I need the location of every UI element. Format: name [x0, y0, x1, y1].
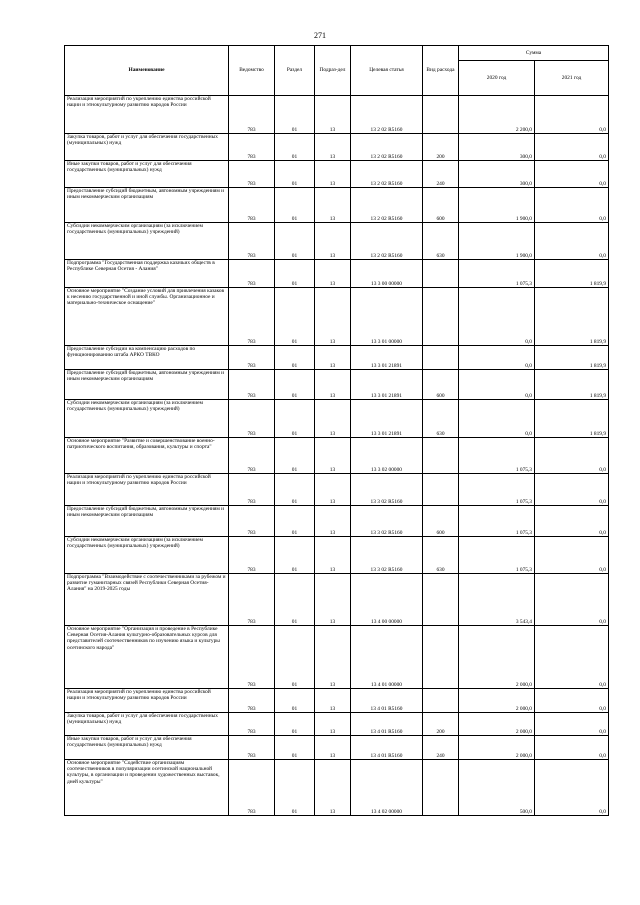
row-podrazdel: 13	[315, 506, 351, 537]
row-name: Субсидии некоммерческим организациям (за исключением государственных (муниципальных) учреждений)	[65, 400, 229, 438]
header-podrazdel: Подраз-дел	[315, 46, 351, 96]
row-expense-type	[423, 260, 459, 288]
row-name: Закупка товаров, работ и услуг для обеспечения государственных (муниципальных) нужд	[65, 134, 229, 161]
row-name: Субсидии некоммерческим организациям (за исключением государственных (муниципальных) учреждений)	[65, 223, 229, 260]
table-row	[65, 134, 609, 161]
row-target-article: 13 4 01 R5160	[351, 713, 423, 736]
row-name: Основное мероприятие "Создание условий для привлечения казаков к несению государственной и иной службы. Организационное и материально-техническое оснащение"	[65, 288, 229, 346]
row-name: Реализация мероприятий по укреплению единства российской нации и этнокультурному развитию народов России	[65, 689, 229, 713]
row-name: Основное мероприятие "Содействие организациям соотечественников в популяризации осетинской национальной культуры, в организации и проведении художественных выставок, дней культуры"	[65, 760, 229, 816]
row-vedomstvo: 783	[229, 223, 275, 260]
row-name: Закупка товаров, работ и услуг для обеспечения государственных (муниципальных) нужд	[65, 713, 229, 736]
row-sum-2020: 500,0	[459, 760, 535, 816]
row-sum-2020: 2 000,0	[459, 713, 535, 736]
table-row	[65, 223, 609, 260]
row-name: Основное мероприятие "Развитие и совершенствование военно-патриотического воспитания, образования, культуры и спорта"	[65, 438, 229, 474]
row-sum-2021: 1 819,9	[535, 288, 609, 346]
table-row	[65, 260, 609, 288]
row-expense-type: 240	[423, 736, 459, 760]
row-sum-2021: 0,0	[535, 736, 609, 760]
row-target-article: 13 3 01 21891	[351, 370, 423, 400]
row-target-article: 13 2 02 R5160	[351, 188, 423, 223]
row-sum-2021: 1 819,9	[535, 346, 609, 370]
row-vedomstvo: 783	[229, 346, 275, 370]
row-vedomstvo: 783	[229, 689, 275, 713]
row-target-article: 13 3 01 21891	[351, 346, 423, 370]
row-sum-2020: 300,0	[459, 134, 535, 161]
row-expense-type: 600	[423, 370, 459, 400]
row-vedomstvo: 783	[229, 713, 275, 736]
table-row	[65, 288, 609, 346]
row-name: Реализация мероприятий по укреплению единства российской нации и этнокультурному развитию народов России	[65, 96, 229, 134]
row-vedomstvo: 783	[229, 370, 275, 400]
row-target-article: 13 3 01 00000	[351, 288, 423, 346]
row-expense-type	[423, 474, 459, 506]
row-sum-2021: 0,0	[535, 626, 609, 689]
row-sum-2020: 2 000,0	[459, 689, 535, 713]
row-sum-2021: 0,0	[535, 188, 609, 223]
row-target-article: 13 4 00 00000	[351, 574, 423, 626]
row-sum-2020: 1 075,3	[459, 537, 535, 574]
row-vedomstvo: 783	[229, 626, 275, 689]
row-sum-2020: 1 075,3	[459, 506, 535, 537]
row-podrazdel: 13	[315, 96, 351, 134]
table-row	[65, 400, 609, 438]
row-razdel: 01	[275, 346, 315, 370]
table-row	[65, 713, 609, 736]
row-vedomstvo: 783	[229, 161, 275, 188]
row-name: Подпрограмма "Государственная поддержка казачьих обществ в Республике Северная Осетия - Алания"	[65, 260, 229, 288]
row-sum-2020: 300,0	[459, 161, 535, 188]
row-expense-type	[423, 760, 459, 816]
table-body	[65, 96, 609, 816]
row-target-article: 13 4 01 R5160	[351, 736, 423, 760]
row-sum-2020: 1 075,3	[459, 438, 535, 474]
row-expense-type	[423, 626, 459, 689]
row-razdel: 01	[275, 474, 315, 506]
row-sum-2021: 0,0	[535, 506, 609, 537]
row-target-article: 13 4 01 R5160	[351, 689, 423, 713]
row-vedomstvo: 783	[229, 400, 275, 438]
row-expense-type	[423, 574, 459, 626]
row-sum-2020: 2 200,0	[459, 96, 535, 134]
row-razdel: 01	[275, 370, 315, 400]
header-year-2021: 2021 год	[535, 61, 609, 96]
row-vedomstvo: 783	[229, 574, 275, 626]
table-row	[65, 689, 609, 713]
row-expense-type: 600	[423, 188, 459, 223]
row-vedomstvo: 783	[229, 288, 275, 346]
row-target-article: 13 4 02 00000	[351, 760, 423, 816]
row-vedomstvo: 783	[229, 506, 275, 537]
row-sum-2020: 0,0	[459, 288, 535, 346]
row-sum-2021: 1 819,9	[535, 260, 609, 288]
row-target-article: 13 3 00 00000	[351, 260, 423, 288]
row-expense-type: 200	[423, 713, 459, 736]
table-row	[65, 574, 609, 626]
row-target-article: 13 3 02 R5160	[351, 506, 423, 537]
row-sum-2020: 1 075,3	[459, 474, 535, 506]
table-row	[65, 626, 609, 689]
row-name: Предоставление субсидий бюджетным, автономным учреждениям и иным некоммерческим организациям	[65, 506, 229, 537]
row-name: Субсидии некоммерческим организациям (за исключением государственных (муниципальных) учреждений)	[65, 537, 229, 574]
row-podrazdel: 13	[315, 188, 351, 223]
row-target-article: 13 2 02 R5160	[351, 161, 423, 188]
row-razdel: 01	[275, 736, 315, 760]
row-expense-type	[423, 96, 459, 134]
row-expense-type: 630	[423, 400, 459, 438]
row-podrazdel: 13	[315, 260, 351, 288]
row-vedomstvo: 783	[229, 760, 275, 816]
row-name: Иные закупки товаров, работ и услуг для обеспечения государственных (муниципальных) нужд	[65, 736, 229, 760]
row-razdel: 01	[275, 689, 315, 713]
row-razdel: 01	[275, 161, 315, 188]
row-sum-2021: 0,0	[535, 474, 609, 506]
row-expense-type: 600	[423, 506, 459, 537]
table-row	[65, 736, 609, 760]
row-podrazdel: 13	[315, 760, 351, 816]
row-sum-2021: 0,0	[535, 689, 609, 713]
row-sum-2021: 0,0	[535, 223, 609, 260]
row-sum-2020: 0,0	[459, 346, 535, 370]
row-sum-2020: 3 543,4	[459, 574, 535, 626]
row-podrazdel: 13	[315, 223, 351, 260]
header-target-article: Целевая статья	[351, 46, 423, 96]
row-podrazdel: 13	[315, 713, 351, 736]
row-expense-type: 200	[423, 134, 459, 161]
row-expense-type: 630	[423, 223, 459, 260]
table-row	[65, 161, 609, 188]
row-podrazdel: 13	[315, 626, 351, 689]
row-sum-2021: 1 819,9	[535, 400, 609, 438]
row-podrazdel: 13	[315, 400, 351, 438]
row-vedomstvo: 783	[229, 188, 275, 223]
row-vedomstvo: 783	[229, 438, 275, 474]
row-razdel: 01	[275, 188, 315, 223]
row-podrazdel: 13	[315, 537, 351, 574]
row-expense-type	[423, 689, 459, 713]
row-name: Предоставление субсидий бюджетным, автономным учреждениям и иным некоммерческим организациям	[65, 370, 229, 400]
table-row	[65, 438, 609, 474]
row-sum-2021: 0,0	[535, 134, 609, 161]
row-razdel: 01	[275, 506, 315, 537]
row-podrazdel: 13	[315, 574, 351, 626]
row-vedomstvo: 783	[229, 736, 275, 760]
row-target-article: 13 3 02 R5160	[351, 537, 423, 574]
row-sum-2020: 1 900,0	[459, 223, 535, 260]
row-razdel: 01	[275, 760, 315, 816]
row-target-article: 13 4 01 00000	[351, 626, 423, 689]
row-expense-type	[423, 438, 459, 474]
row-razdel: 01	[275, 260, 315, 288]
row-name: Иные закупки товаров, работ и услуг для обеспечения государственных (муниципальных) нужд	[65, 161, 229, 188]
row-expense-type: 630	[423, 537, 459, 574]
row-razdel: 01	[275, 223, 315, 260]
row-target-article: 13 3 02 00000	[351, 438, 423, 474]
row-sum-2020: 0,0	[459, 370, 535, 400]
table-row	[65, 474, 609, 506]
table-row	[65, 188, 609, 223]
row-razdel: 01	[275, 400, 315, 438]
budget-table	[64, 45, 609, 816]
row-sum-2021: 1 819,9	[535, 370, 609, 400]
row-expense-type	[423, 346, 459, 370]
row-expense-type	[423, 288, 459, 346]
row-podrazdel: 13	[315, 736, 351, 760]
row-podrazdel: 13	[315, 161, 351, 188]
row-sum-2021: 0,0	[535, 760, 609, 816]
header-razdel: Раздел	[275, 46, 315, 96]
row-razdel: 01	[275, 574, 315, 626]
table-row	[65, 370, 609, 400]
row-sum-2021: 0,0	[535, 161, 609, 188]
table-row	[65, 96, 609, 134]
row-sum-2021: 0,0	[535, 96, 609, 134]
row-razdel: 01	[275, 626, 315, 689]
row-sum-2021: 0,0	[535, 438, 609, 474]
row-target-article: 13 3 01 21891	[351, 400, 423, 438]
row-vedomstvo: 783	[229, 537, 275, 574]
header-expense-type: Вид расхода	[423, 46, 459, 96]
table-row	[65, 506, 609, 537]
row-vedomstvo: 783	[229, 474, 275, 506]
row-razdel: 01	[275, 288, 315, 346]
row-name: Основное мероприятие "Организация и проведение в Республике Северная Осетия-Алания культурно-образовательных курсов для представителей соотечественников по изучению языка и культуры осетинского народа"	[65, 626, 229, 689]
row-podrazdel: 13	[315, 474, 351, 506]
row-sum-2020: 1 075,3	[459, 260, 535, 288]
row-podrazdel: 13	[315, 438, 351, 474]
row-name: Реализация мероприятий по укреплению единства российской нации и этнокультурному развитию народов России	[65, 474, 229, 506]
row-vedomstvo: 783	[229, 96, 275, 134]
row-razdel: 01	[275, 438, 315, 474]
row-target-article: 13 2 02 R5160	[351, 134, 423, 161]
row-sum-2020: 2 000,0	[459, 626, 535, 689]
row-target-article: 13 3 02 R5160	[351, 474, 423, 506]
row-sum-2021: 0,0	[535, 537, 609, 574]
header-vedomstvo: Ведомство	[229, 46, 275, 96]
row-sum-2020: 0,0	[459, 400, 535, 438]
table-row	[65, 346, 609, 370]
header-name: Наименование	[65, 46, 229, 96]
row-name: Предоставление субсидии на компенсацию расходов по функционированию штаба АРКО ТВКО	[65, 346, 229, 370]
row-name: Предоставление субсидий бюджетным, автономным учреждениям и иным некоммерческим организациям	[65, 188, 229, 223]
row-razdel: 01	[275, 96, 315, 134]
row-name: Подпрограмма "Взаимодействие с соотечественниками за рубежом и развитие гуманитарных связей Республики Северная Осетия-Алания" на 2019-2025 годы	[65, 574, 229, 626]
row-razdel: 01	[275, 537, 315, 574]
table-row	[65, 537, 609, 574]
row-sum-2021: 0,0	[535, 574, 609, 626]
row-podrazdel: 13	[315, 134, 351, 161]
row-podrazdel: 13	[315, 370, 351, 400]
row-vedomstvo: 783	[229, 260, 275, 288]
row-razdel: 01	[275, 713, 315, 736]
row-podrazdel: 13	[315, 689, 351, 713]
row-vedomstvo: 783	[229, 134, 275, 161]
row-sum-2020: 2 000,0	[459, 736, 535, 760]
row-expense-type: 240	[423, 161, 459, 188]
header-summa: Сумма	[459, 46, 609, 61]
row-sum-2020: 1 900,0	[459, 188, 535, 223]
row-razdel: 01	[275, 134, 315, 161]
row-sum-2021: 0,0	[535, 713, 609, 736]
row-podrazdel: 13	[315, 288, 351, 346]
page-number: 271	[314, 31, 326, 40]
row-podrazdel: 13	[315, 346, 351, 370]
row-target-article: 13 2 02 R5160	[351, 223, 423, 260]
row-target-article: 13 2 02 R5160	[351, 96, 423, 134]
header-year-2020: 2020 год	[459, 61, 535, 96]
table-row	[65, 760, 609, 816]
